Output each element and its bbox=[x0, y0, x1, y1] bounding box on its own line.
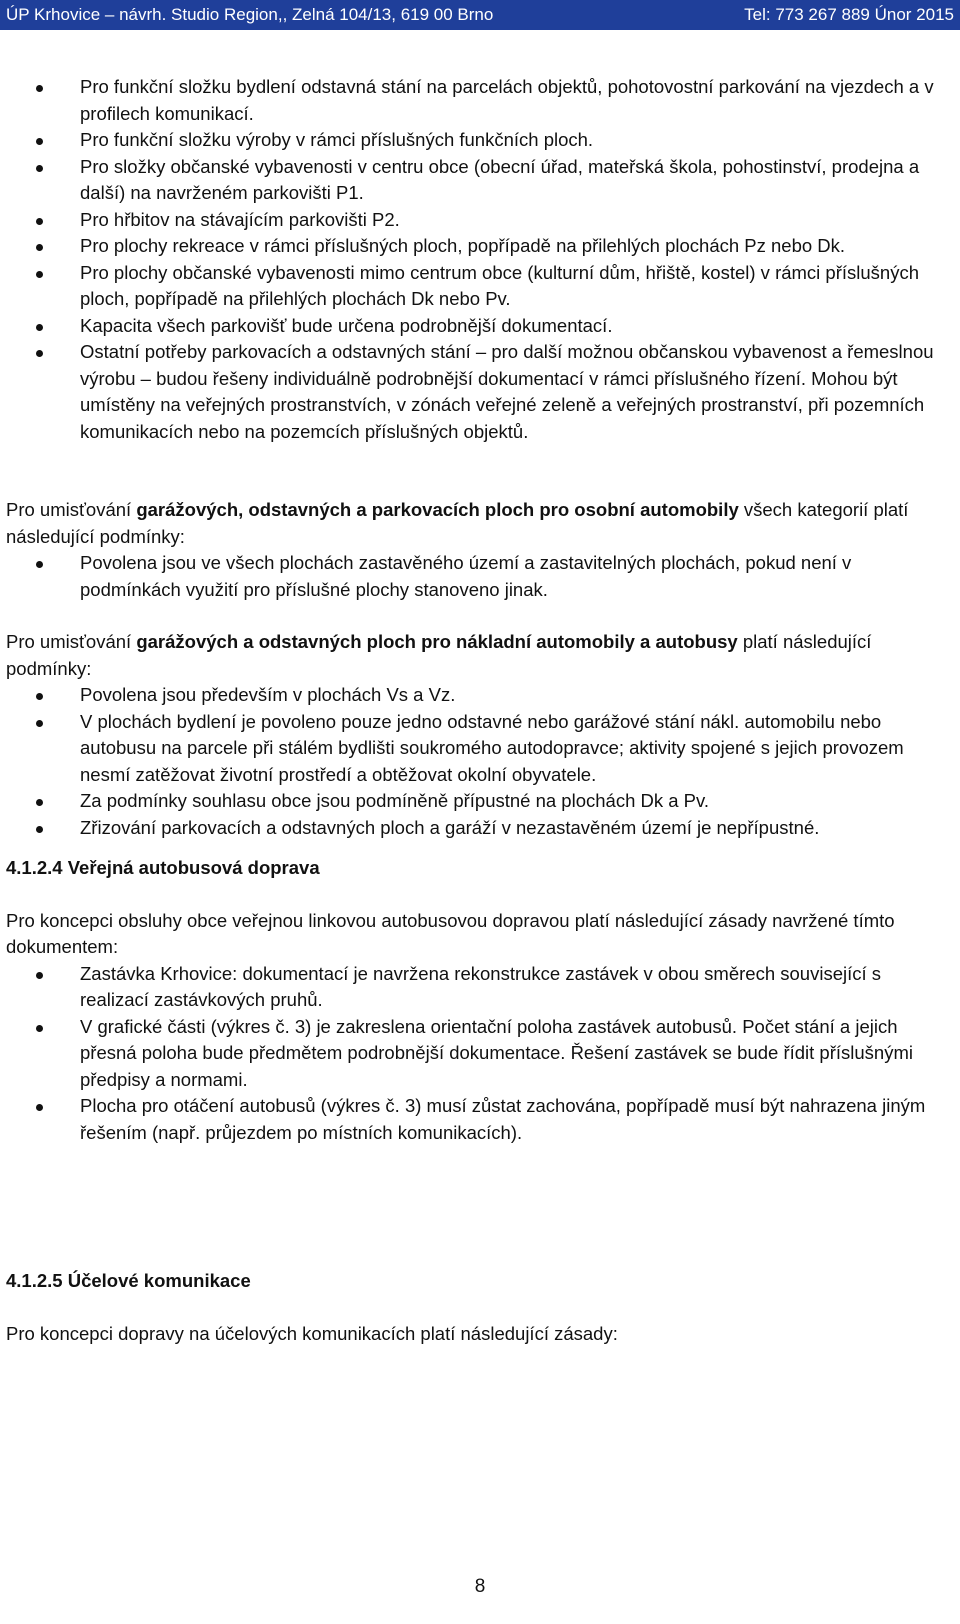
bullet-icon bbox=[36, 350, 43, 357]
bus-principles-list bbox=[6, 961, 936, 1147]
bullet-icon bbox=[36, 244, 43, 251]
parking-list bbox=[6, 74, 936, 445]
bullet-icon bbox=[36, 271, 43, 278]
bullet-icon bbox=[36, 720, 43, 727]
bullet-icon bbox=[36, 972, 43, 979]
bullet-icon bbox=[36, 85, 43, 92]
header-contact-date: Tel: 773 267 889 Únor 2015 bbox=[744, 5, 954, 24]
list-item: Kapacita všech parkovišť bude určena podrobnější dokumentací. bbox=[6, 313, 936, 340]
bullet-icon bbox=[36, 324, 43, 331]
trucks-intro: Pro umisťování garážových a odstavných ploch pro nákladní automobily a autobusy platí následující podmínky: bbox=[6, 631, 872, 679]
page-number: 8 bbox=[474, 1576, 486, 1597]
cars-conditions-list bbox=[6, 550, 936, 603]
list-item: Pro plochy rekreace v rámci příslušných ploch, popřípadě na přilehlých plochách Pz nebo Dk. bbox=[6, 233, 936, 260]
list-item: Pro funkční složku bydlení odstavná stání na parcelách objektů, pohotovostní parkování na vjezdech a v profilech komunikací. bbox=[6, 74, 936, 127]
list-item: Za podmínky souhlasu obce jsou podmíněně přípustné na plochách Dk a Pv. bbox=[6, 788, 936, 815]
cars-intro: Pro umisťování garážových, odstavných a parkovacích ploch pro osobní automobily všech kategorií platí následující podmínky: bbox=[6, 499, 909, 547]
bullet-icon bbox=[36, 165, 43, 172]
list-item: Plocha pro otáčení autobusů (výkres č. 3) musí zůstat zachována, popřípadě musí být nahrazena jiným řešením (např. průjezdem po místních komunikacích). bbox=[6, 1093, 936, 1146]
list-item: Pro funkční složku výroby v rámci příslušných funkčních ploch. bbox=[6, 127, 936, 154]
section-heading-purpose-roads: 4.1.2.5 Účelové komunikace bbox=[6, 1270, 251, 1291]
list-item: V plochách bydlení je povoleno pouze jedno odstavné nebo garážové stání nákl. automobilu nebo autobusu na parcele při stálém bydlišti soukromého autodopravce; aktivity spojené s jejich provozem nesmí zatěžovat životní prostředí a obtěžovat okolní obyvatele. bbox=[6, 709, 936, 789]
header-project-info: ÚP Krhovice – návrh. Studio Region,, Zelná 104/13, 619 00 Brno bbox=[6, 5, 494, 24]
bullet-icon bbox=[36, 561, 43, 568]
document-body bbox=[6, 74, 936, 1347]
list-item: Pro složky občanské vybavenosti v centru obce (obecní úřad, mateřská škola, pohostinství, prodejna a další) na navrženém parkovišti P1. bbox=[6, 154, 936, 207]
bullet-icon bbox=[36, 138, 43, 145]
list-item: Zastávka Krhovice: dokumentací je navržena rekonstrukce zastávek v obou směrech související s realizací zastávkových pruhů. bbox=[6, 961, 936, 1014]
bullet-icon bbox=[36, 826, 43, 833]
trucks-intro-emphasis: garážových a odstavných ploch pro nákladní automobily a autobusy bbox=[136, 631, 738, 652]
list-item: Pro plochy občanské vybavenosti mimo centrum obce (kulturní dům, hřiště, kostel) v rámci příslušných ploch, popřípadě na přilehlých plochách Dk nebo Pv. bbox=[6, 260, 936, 313]
page-header bbox=[0, 0, 960, 30]
bullet-icon bbox=[36, 218, 43, 225]
bus-intro: Pro koncepci obsluhy obce veřejnou linkovou autobusovou dopravou platí následující zásady navržené tímto dokumentem: bbox=[6, 909, 895, 957]
bullet-icon bbox=[36, 693, 43, 700]
section-heading-bus: 4.1.2.4 Veřejná autobusová doprava bbox=[6, 857, 320, 878]
cars-intro-emphasis: garážových, odstavných a parkovacích ploch pro osobní automobily bbox=[136, 499, 739, 520]
bullet-icon bbox=[36, 1104, 43, 1111]
list-item: Pro hřbitov na stávajícím parkovišti P2. bbox=[6, 207, 936, 234]
list-item: Povolena jsou především v plochách Vs a Vz. bbox=[6, 682, 936, 709]
trucks-conditions-list bbox=[6, 682, 936, 841]
purpose-roads-intro: Pro koncepci dopravy na účelových komunikacích platí následující zásady: bbox=[6, 1322, 618, 1344]
list-item: Zřizování parkovacích a odstavných ploch a garáží v nezastavěném území je nepřípustné. bbox=[6, 815, 936, 842]
bullet-icon bbox=[36, 1025, 43, 1032]
bullet-icon bbox=[36, 799, 43, 806]
list-item: V grafické části (výkres č. 3) je zakreslena orientační poloha zastávek autobusů. Počet stání a jejich přesná poloha bude předmětem podrobnější dokumentace. Řešení zastávek se bude řídit příslušnými předpisy a normami. bbox=[6, 1014, 936, 1094]
list-item: Ostatní potřeby parkovacích a odstavných stání – pro další možnou občanskou vybavenost a řemeslnou výrobu – budou řešeny individuálně podrobnější dokumentací v rámci příslušného řízení. Mohou být umístěny na veřejných prostranstvích, v zónách veřejné zeleně a veřejných prostranství, při pozemních komunikacích nebo na pozemcích příslušných objektů. bbox=[6, 339, 936, 445]
list-item: Povolena jsou ve všech plochách zastavěného území a zastavitelných plochách, pokud není v podmínkách využití pro příslušné plochy stanoveno jinak. bbox=[6, 550, 936, 603]
